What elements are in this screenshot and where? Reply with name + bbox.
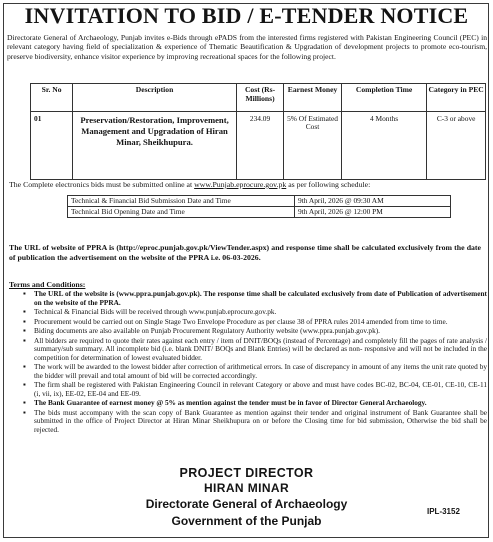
term-item: ▪ Technical & Financial Bids will be received through www.punjab.eprocure.gov.pk.	[34, 308, 487, 317]
cell-cost: 234.09	[236, 112, 283, 180]
term-item: ▪ The work will be awarded to the lowest bidder after correction of arithmetical errors. In case of discrepancy in amount of any items the unit rate quoted by the bidder will prevail and total amount of bid will be corrected accordingly.	[34, 363, 487, 380]
term-item: ▪ The bids must accompany with the scan copy of Bank Guarantee as mention against their tender and original instrument of Bank Guarantee shall be submitted in the office of Project Director at Hiran Minar Sheikhupura on or before the Closing time for bid submission, Otherwise the bid shall be rejected.	[34, 409, 487, 435]
signature-project: HIRAN MINAR	[203, 481, 290, 495]
header-earnest-money: Earnest Money	[284, 84, 342, 112]
notice-title: INVITATION TO BID / E-TENDER NOTICE	[24, 3, 469, 28]
header-completion-time: Completion Time	[341, 84, 426, 112]
cell-sr-no: 01	[31, 112, 73, 180]
online-suffix: as per following schedule:	[286, 180, 371, 189]
eprocure-link[interactable]: www.Punjab.eprocure.gov.pk	[194, 180, 287, 189]
term-item: ▪ Biding documents are also available on Punjab Procurement Regulatory Authority website (www.ppra.punjab.gov.pk).	[34, 327, 487, 336]
online-submission-text	[9, 180, 479, 189]
cell-category: C-3 or above	[427, 112, 486, 180]
schedule-table	[67, 195, 451, 218]
schedule-row	[68, 196, 451, 207]
online-prefix: The Complete electronics bids must be submitted online at	[9, 180, 195, 189]
tender-table	[30, 83, 486, 180]
schedule-row	[68, 207, 451, 218]
schedule-value: 9th April, 2026 @ 12:00 PM	[295, 207, 451, 218]
header-sr-no: Sr. No	[31, 84, 73, 112]
header-category: Category in PEC	[427, 84, 486, 112]
schedule-label: Technical Bid Opening Date and Time	[68, 207, 295, 218]
signature-government: Government of the Punjab	[171, 514, 322, 528]
schedule-label: Technical & Financial Bid Submission Date and Time	[68, 196, 295, 207]
cell-earnest-money: 5% Of Estimated Cost	[284, 112, 342, 180]
terms-heading: Terms and Conditions:	[9, 280, 86, 289]
header-description: Description	[73, 84, 237, 112]
term-item: ▪ The firm shall be registered with Pakistan Engineering Council in relevant Category or above and must have codes BC-02, BC-04, CE-01, CE-10, CE-11 (i, vii, ix), EE-02, EE-04 and EE-09.	[34, 381, 487, 398]
cell-description: Preservation/Restoration, Improvement, Management and Upgradation of Hiran Minar, Sheikhupura.	[73, 112, 237, 180]
intro-paragraph: Directorate General of Archaeology, Punjab invites e-Bids through ePADS from the interested firms registered with Pakistan Engineering Council (PEC) in relevant category having field of specialization & experience of Thematic Beautification & Upgradation of development projects to promote eco-tourism, preserve biodiversity, enhance visitor experience by improving recreational spaces for the following project.	[7, 33, 487, 61]
header-cost: Cost (Rs-Millions)	[236, 84, 283, 112]
tender-table-header	[31, 84, 486, 112]
signature-title: PROJECT DIRECTOR	[179, 466, 314, 480]
term-item: ▪ All bidders are required to quote their rates against each entry / item of DNIT/BOQs (instead of Percentage) and completely fill the pages of rate analysis / summary/sub summary. All incomplete bid (i.e. blank DNIT/ BOQs and Blank Entries) will be declared as non- responsive and will not be included in the competition for determination of lowest evaluated bidder.	[34, 337, 487, 363]
ppra-note: The URL of website of PPRA is (http://eproc.punjab.gov.pk/ViewTender.aspx) and response time shall be calculated exclusively from the date of publication the advertisement on the website of the PPRA i.e. 06-03-2026.	[9, 243, 481, 262]
term-item: ▪ The Bank Guarantee of earnest money @ 5% as mention against the tender must be in favor of Director General Archaeology.	[34, 399, 487, 408]
term-item: ▪ Procurement would be carried out on Single Stage Two Envelope Procedure as per clause 38 of PPRA rules 2014 amended from time to time.	[34, 318, 487, 327]
reference-code: IPL-3152	[427, 507, 460, 516]
terms-list	[24, 290, 487, 435]
term-item: ▪ The URL of the website is (www.ppra.punjab.gov.pk). The response time shall be calculated exclusively from date of Publication of advertisement on the website of the PPRA.	[34, 290, 487, 307]
cell-completion-time: 4 Months	[341, 112, 426, 180]
schedule-value: 9th April, 2026 @ 09:30 AM	[295, 196, 451, 207]
signature-directorate: Directorate General of Archaeology	[145, 497, 348, 511]
table-row	[31, 112, 486, 180]
